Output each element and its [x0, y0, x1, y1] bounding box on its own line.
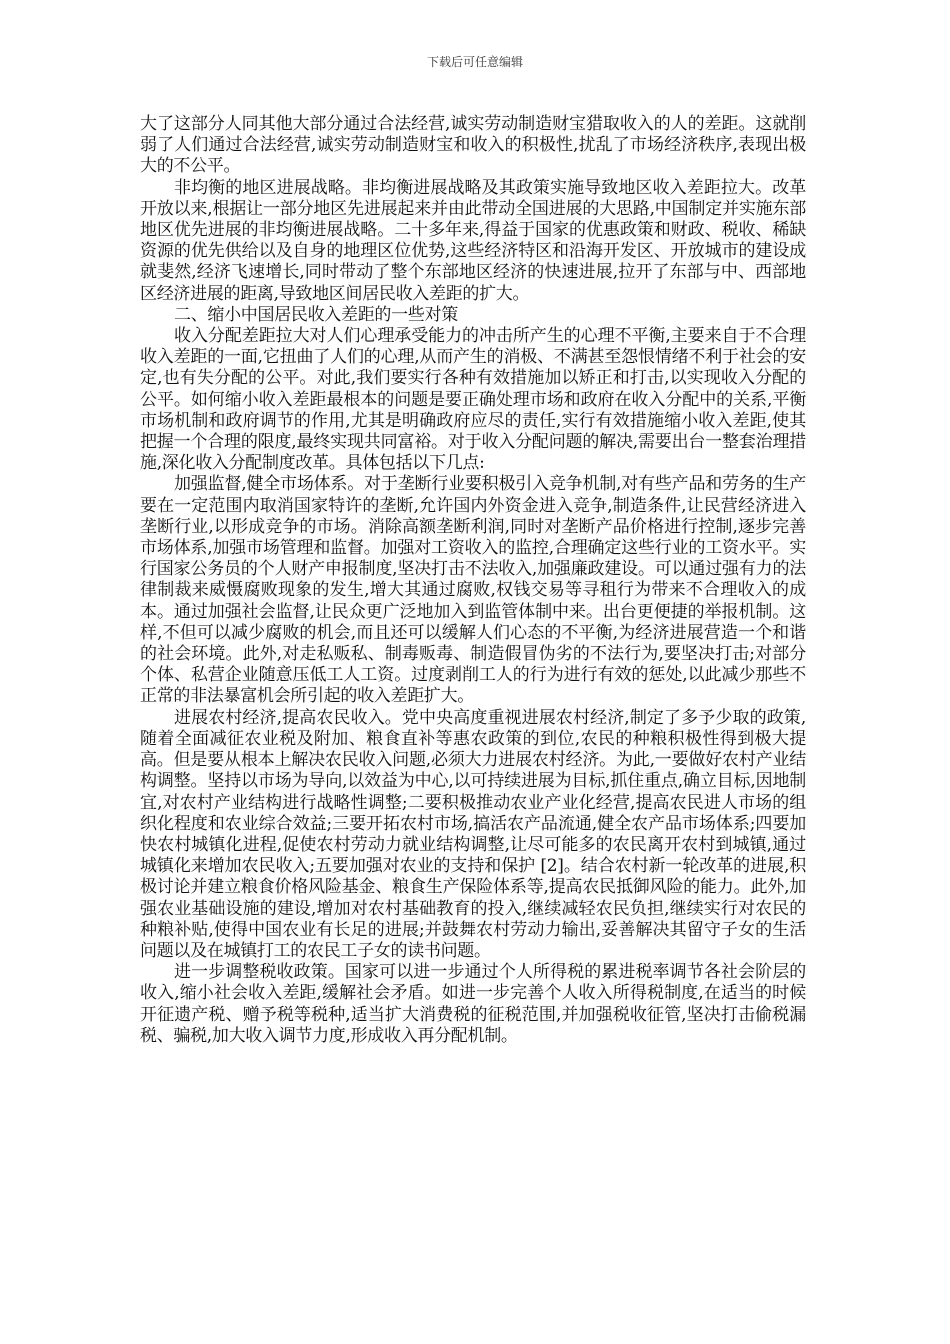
paragraph-regional-strategy: 非均衡的地区进展战略。非均衡进展战略及其政策实施导致地区收入差距拉大。改革开放以来,根据让一部分地区先进展起来并由此带动全国进展的大思路,中国制定并实施东部地区优先进展的非均衡进展战略。二十多年来,得益于国家的优惠政策和财政、税收、稀缺资源的优先供给以及自身的地理区位优势,这些经济特区和沿海开发区、开放城市的建设成就斐然,经济飞速增长,同时带动了整个东部地区经济的快速进展,拉开了东部与中、西部地区经济进展的距离,导致地区间居民收入差距的扩大。 [140, 177, 806, 304]
paragraph-rural-economy: 进展农村经济,提高农民收入。党中央高度重视进展农村经济,制定了多予少取的政策,随着全面减征农业税及附加、粮食直补等惠农政策的到位,农民的种粮积极性得到极大提高。但是要从根本上解决农民收入问题,必须大力进展农村经济。为此,一要做好农村产业结构调整。坚持以市场为导向,以效益为中心,以可持续进展为目标,抓住重点,确立目标,因地制宜,对农村产业结构进行战略性调整;二要积极推动农业产业化经营,提高农民进人市场的组织化程度和农业综合效益;三要开拓农村市场,搞活农产品流通,健全农产品市场体系;四要加快农村城镇化进程,促使农村劳动力就业结构调整,让尽可能多的农民离开农村到城镇,通过城镇化来增加农民收入;五要加强对农业的支持和保护 [2]。结合农村新一轮改革的进展,积极讨论并建立粮食价格风险基金、粮食生产保险体系等,提高农民抵御风险的能力。此外,加强农业基础设施的建设,增加对农村基础教育的投入,继续减轻农民负担,继续实行对农民的种粮补贴,使得中国农业有长足的进展;并鼓舞农村劳动力输出,妥善解决其留守子女的生活问题以及在城镇打工的农民工子女的读书问题。 [140, 707, 806, 961]
paragraph-tax-policy: 进一步调整税收政策。国家可以进一步通过个人所得税的累进税率调节各社会阶层的收入,缩小社会收入差距,缓解社会矛盾。如进一步完善个人收入所得税制度,在适当的时候开征遗产税、赠予税等税种,适当扩大消费税的征税范围,并加强税收征管,坚决打击偷税漏税、骗税,加大收入调节力度,形成收入再分配机制。 [140, 962, 806, 1046]
document-body [140, 114, 806, 1047]
section-heading: 二、缩小中国居民收入差距的一些对策 [174, 304, 458, 325]
paragraph-countermeasures-intro: 收入分配差距拉大对人们心理承受能力的冲击所产生的心理不平衡,主要来自于不合理收入差距的一面,它扭曲了人们的心理,从而产生的消极、不满甚至怨恨情绪不利于社会的安定,也有失分配的公平。对此,我们要实行各种有效措施加以矫正和打击,以实现收入分配的公平。如何缩小收入差距最根本的问题是要正确处理市场和政府在收入分配中的关系,平衡市场机制和政府调节的作用,尤其是明确政府应尽的责任,实行有效措施缩小收入差距,使其把握一个合理的限度,最终实现共同富裕。对于收入分配问题的解决,需要出台一整套治理措施,深化收入分配制度改革。具体包括以下几点: [140, 326, 806, 474]
paragraph-continuation: 大了这部分人同其他大部分通过合法经营,诚实劳动制造财宝猎取收入的人的差距。这就削弱了人们通过合法经营,诚实劳动制造财宝和收入的积极性,扰乱了市场经济秩序,表现出极大的不公平。 [140, 114, 806, 177]
paragraph-supervision: 加强监督,健全市场体系。对于垄断行业要积极引入竞争机制,对有些产品和劳务的生产要在一定范围内取消国家特许的垄断,允许国内外资金进入竞争,制造条件,让民营经济进入垄断行业,以形成竞争的市场。消除高额垄断利润,同时对垄断产品价格进行控制,逐步完善市场体系,加强市场管理和监督。加强对工资收入的监控,合理确定这些行业的工资水平。实行国家公务员的个人财产申报制度,坚决打击不法收入,加强廉政建设。可以通过强有力的法律制裁来威慑腐败现象的发生,增大其通过腐败,权钱交易等寻租行为带来不合理收入的成本。通过加强社会监督,让民众更广泛地加入到监管体制中来。出台更便捷的举报机制。这样,不但可以减少腐败的机会,而且还可以缓解人们心态的不平衡,为经济进展营造一个和谐的社会环境。此外,对走私贩私、制毒贩毒、制造假冒伪劣的不法行为,要坚决打击;对部分个体、私营企业随意压低工人工资。过度剥削工人的行为进行有效的惩处,以此减少那些不正常的非法暴富机会所引起的收入差距扩大。 [140, 474, 806, 707]
page-header: 下载后可任意编辑 [426, 55, 523, 69]
